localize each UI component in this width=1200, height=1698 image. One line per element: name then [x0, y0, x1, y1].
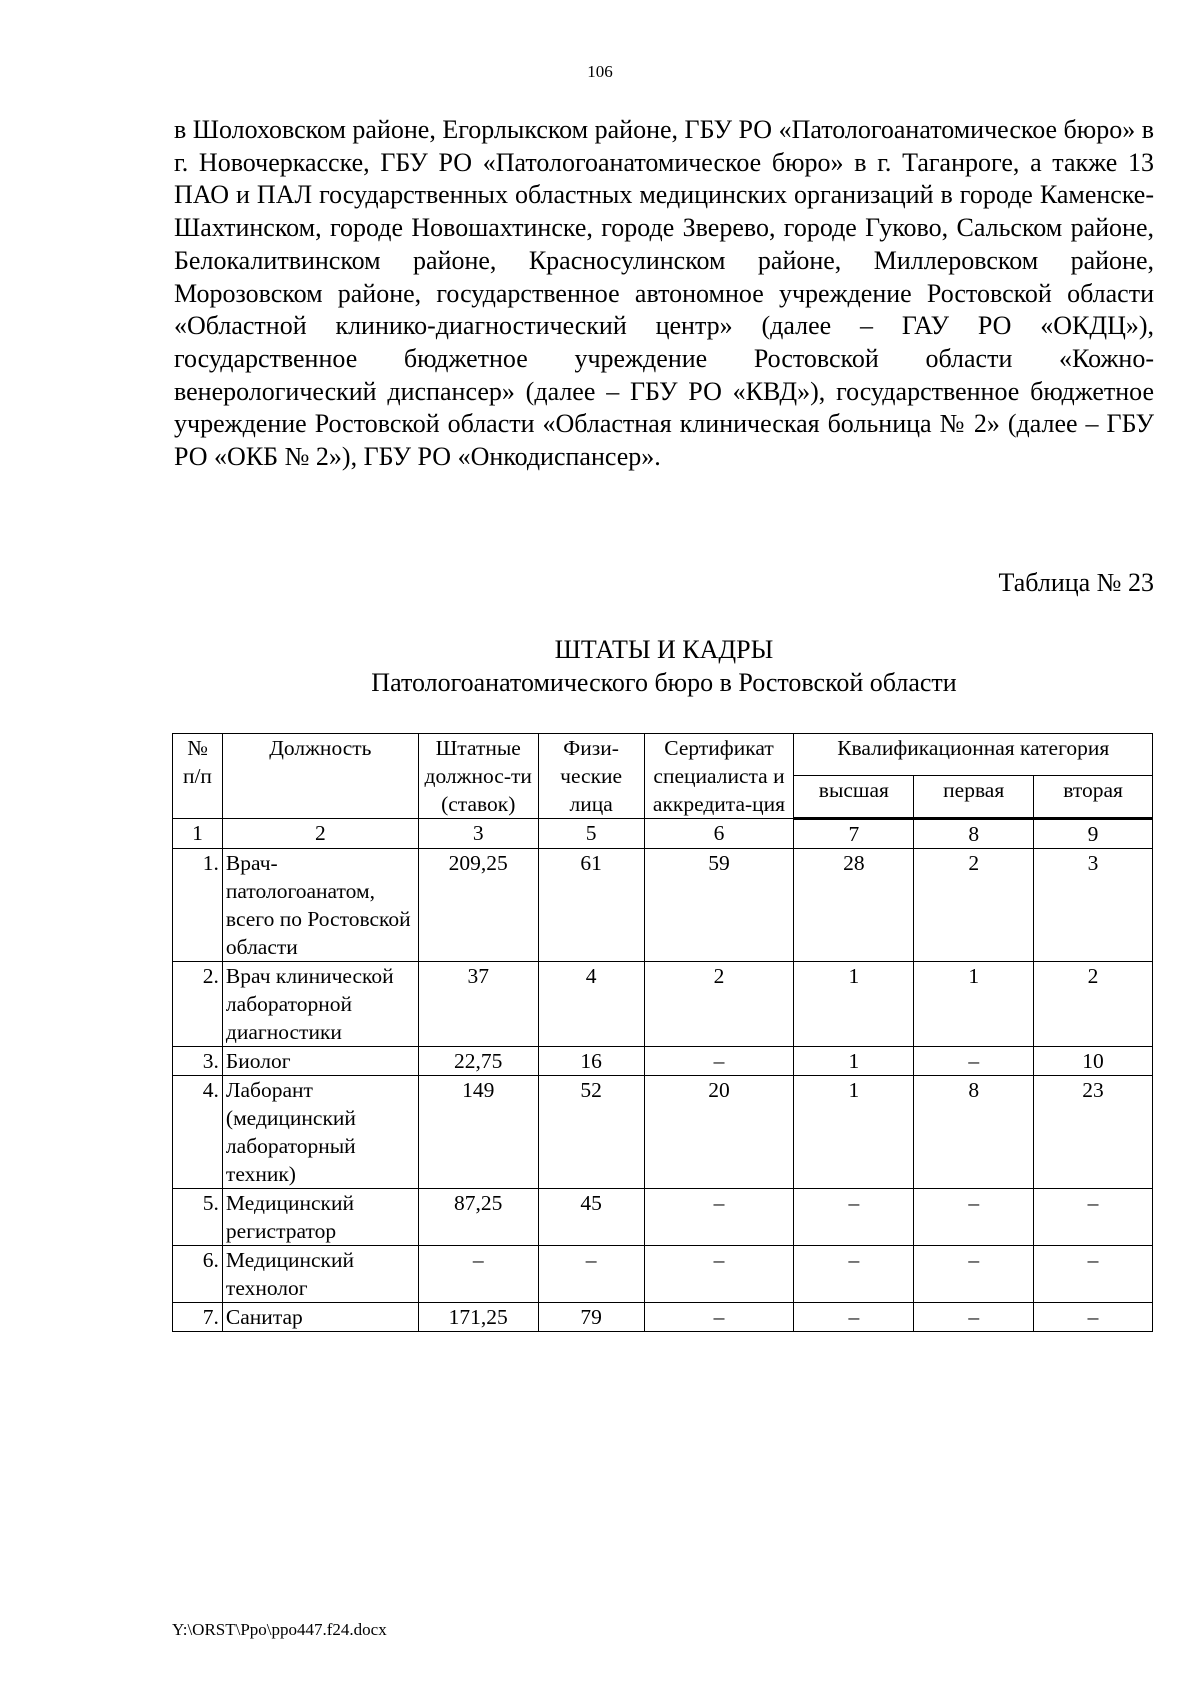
row-position: Врач-патологоанатом, всего по Ростовской области	[222, 849, 418, 962]
table-row	[173, 1246, 1153, 1303]
row-first: –	[914, 1246, 1034, 1303]
header-position: Должность	[222, 734, 418, 819]
col-number: 6	[644, 819, 794, 849]
row-certificate: 59	[644, 849, 794, 962]
row-second: 23	[1034, 1076, 1153, 1189]
row-first: –	[914, 1189, 1034, 1246]
row-staff: 149	[418, 1076, 538, 1189]
row-highest: 28	[794, 849, 914, 962]
row-highest: 1	[794, 1076, 914, 1189]
row-staff: 209,25	[418, 849, 538, 962]
row-position: Санитар	[222, 1303, 418, 1332]
col-number: 5	[538, 819, 644, 849]
row-first: 2	[914, 849, 1034, 962]
row-second: 2	[1034, 962, 1153, 1047]
table-row	[173, 1047, 1153, 1076]
header-first: первая	[914, 775, 1034, 818]
table-row	[173, 1189, 1153, 1246]
row-physical: 52	[538, 1076, 644, 1189]
row-first: 1	[914, 962, 1034, 1047]
staff-table	[172, 733, 1153, 1332]
header-num: № п/п	[173, 734, 223, 819]
row-highest: 1	[794, 962, 914, 1047]
table-row	[173, 849, 1153, 962]
row-staff: 22,75	[418, 1047, 538, 1076]
header-qualification: Квалификационная категория	[794, 734, 1153, 776]
col-number: 1	[173, 819, 223, 849]
row-highest: –	[794, 1246, 914, 1303]
table-title-main: ШТАТЫ И КАДРЫ	[554, 635, 774, 664]
row-second: –	[1034, 1303, 1153, 1332]
row-physical: 4	[538, 962, 644, 1047]
row-staff: 37	[418, 962, 538, 1047]
row-physical: 79	[538, 1303, 644, 1332]
row-physical: –	[538, 1246, 644, 1303]
table-row	[173, 962, 1153, 1047]
header-second: вторая	[1034, 775, 1153, 818]
row-certificate: 2	[644, 962, 794, 1047]
row-position: Врач клинической лабораторной диагностики	[222, 962, 418, 1047]
page-number: 106	[587, 62, 613, 81]
row-certificate: –	[644, 1047, 794, 1076]
row-second: –	[1034, 1189, 1153, 1246]
col-number: 7	[794, 819, 914, 849]
row-num: 6.	[173, 1246, 223, 1303]
col-number: 8	[914, 819, 1034, 849]
row-certificate: –	[644, 1303, 794, 1332]
row-position: Медицинский регистратор	[222, 1189, 418, 1246]
table-title-subtitle: Патологоанатомического бюро в Ростовской области	[371, 668, 957, 697]
table-row	[173, 1076, 1153, 1189]
row-certificate: –	[644, 1189, 794, 1246]
row-num: 3.	[173, 1047, 223, 1076]
row-physical: 61	[538, 849, 644, 962]
column-number-row	[173, 819, 1153, 849]
body-paragraph: в Шолоховском районе, Егорлыкском районе, ГБУ РО «Патологоанатомическое бюро» в г. Новочеркасске, ГБУ РО «Патологоанатомическое бюро» в г. Таганроге, а также 13 ПАО и ПАЛ государственных областных медицинских организаций в городе Каменске-Шахтинском, городе Новошахтинске, городе Зверево, городе Гуково, Сальском районе, Белокалитвинском районе, Красносулинском районе, Миллеровском районе, Морозовском районе, государственное автономное учреждение Ростовской области «Областной клинико-диагностический центр» (далее – ГАУ РО «ОКДЦ»), государственное бюджетное учреждение Ростовской области «Кожно-венерологический диспансер» (далее – ГБУ РО «КВД»), государственное бюджетное учреждение Ростовской области «Областная клиническая больница № 2» (далее – ГБУ РО «ОКБ № 2»), ГБУ РО «Онкодиспансер».	[174, 115, 1154, 472]
row-first: –	[914, 1047, 1034, 1076]
col-number: 2	[222, 819, 418, 849]
col-number: 9	[1034, 819, 1153, 849]
row-first: 8	[914, 1076, 1034, 1189]
row-staff: –	[418, 1246, 538, 1303]
header-physical: Физи-ческие лица	[538, 734, 644, 819]
row-second: –	[1034, 1246, 1153, 1303]
row-staff: 171,25	[418, 1303, 538, 1332]
row-certificate: 20	[644, 1076, 794, 1189]
row-num: 1.	[173, 849, 223, 962]
header-staff: Штатные должнос-ти (ставок)	[418, 734, 538, 819]
table-row	[173, 1303, 1153, 1332]
row-num: 2.	[173, 962, 223, 1047]
row-position: Медицинский технолог	[222, 1246, 418, 1303]
row-num: 5.	[173, 1189, 223, 1246]
table-number: Таблица № 23	[998, 568, 1154, 597]
row-highest: –	[794, 1303, 914, 1332]
row-physical: 16	[538, 1047, 644, 1076]
row-second: 10	[1034, 1047, 1153, 1076]
header-certificate: Сертификат специалиста и аккредита-ция	[644, 734, 794, 819]
header-highest: высшая	[794, 775, 914, 818]
table-title	[174, 633, 1154, 699]
row-first: –	[914, 1303, 1034, 1332]
row-staff: 87,25	[418, 1189, 538, 1246]
row-position: Лаборант (медицинский лабораторный техник)	[222, 1076, 418, 1189]
row-physical: 45	[538, 1189, 644, 1246]
row-highest: 1	[794, 1047, 914, 1076]
col-number: 3	[418, 819, 538, 849]
footer-file-path: Y:\ORST\Ppo\ppo447.f24.docx	[172, 1620, 387, 1639]
row-certificate: –	[644, 1246, 794, 1303]
row-second: 3	[1034, 849, 1153, 962]
header-row-1	[173, 734, 1153, 776]
row-num: 7.	[173, 1303, 223, 1332]
row-highest: –	[794, 1189, 914, 1246]
row-num: 4.	[173, 1076, 223, 1189]
row-position: Биолог	[222, 1047, 418, 1076]
